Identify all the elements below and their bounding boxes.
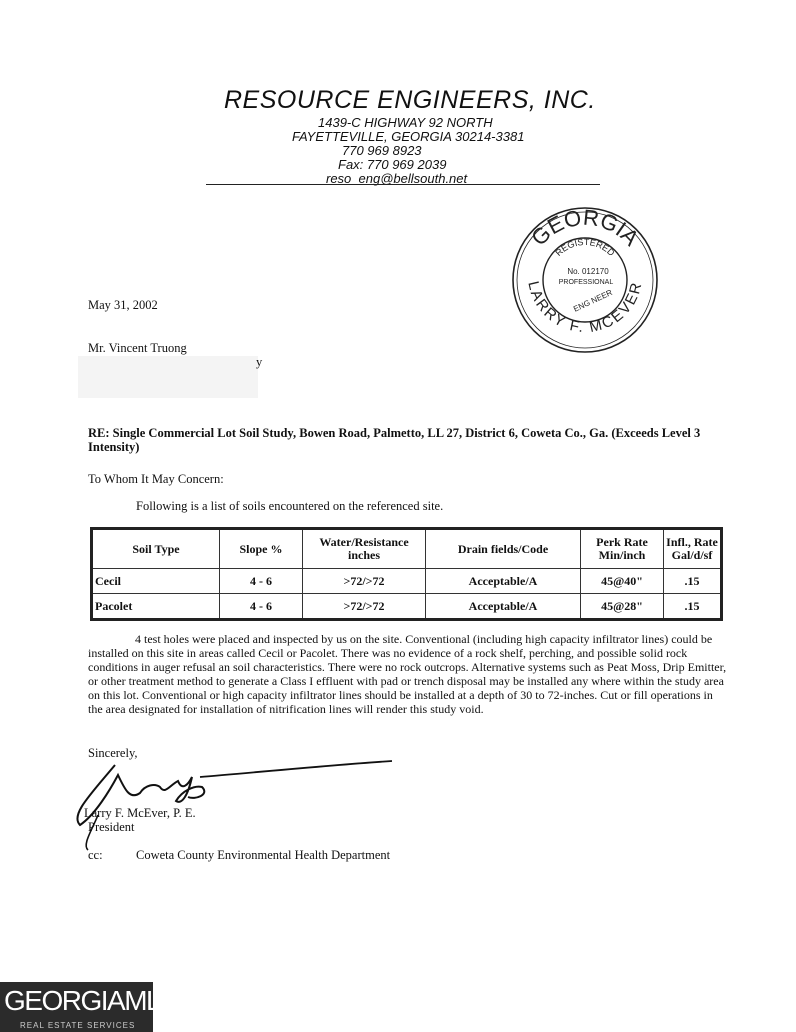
mls-tagline: REAL ESTATE SERVICES	[20, 1021, 136, 1030]
table-header-row	[92, 529, 722, 569]
svg-text:REGISTERED	[553, 237, 616, 258]
seal-name-text: LARRY F. MCEVER	[524, 279, 646, 337]
column-header: Perk Rate Min/inch	[581, 529, 664, 569]
table-row	[92, 569, 722, 594]
soil-table	[90, 527, 723, 621]
company-name: RESOURCE ENGINEERS, INC.	[224, 86, 596, 114]
closing: Sincerely,	[88, 746, 138, 760]
seal-registered-text: REGISTERED	[553, 236, 617, 258]
seal-number: No. 012170	[567, 267, 609, 276]
findings-paragraph: 4 test holes were placed and inspected by us on the site. Conventional (including high capacity infiltrator lines) could be installed on this site in areas called Cecil or Pacolet. There was no evidence of a rock shelf, perching, and possible solid rock conditions in auger refusal an soil characteristics. There were no rock outcrops. Alternative systems such as Peat Moss, Drip Emitter, or other treatment method to generate a Class I effluent with pad or trench disposal may be installed any where within the study area on this lot. Conventional or high capacity infiltrator lines should be installed at a depth of 30 to 72-inches. Cut or fill operations in the area designated for installation of nitrification lines will render this study void.	[88, 632, 727, 716]
recipient-fragment: y	[256, 355, 263, 369]
email-address: reso_eng@bellsouth.net	[326, 171, 468, 186]
column-header: Slope %	[220, 529, 303, 569]
letterhead-rule	[206, 184, 600, 185]
cc-label: cc:	[88, 848, 103, 862]
table-row	[92, 594, 722, 620]
table-cell: Acceptable/A	[426, 594, 581, 620]
signer-name: Larry F. McEver, P. E.	[84, 806, 196, 820]
engineer-seal	[510, 205, 660, 355]
mls-brand: GEORGIAMLS	[4, 985, 178, 1016]
address-line-2: FAYETTEVILLE, GEORGIA 30214-3381	[292, 129, 525, 144]
table-cell: .15	[664, 569, 722, 594]
table-cell: >72/>72	[303, 594, 426, 620]
table-cell: 4 - 6	[220, 569, 303, 594]
column-header: Infl., Rate Gal/d/sf	[664, 529, 722, 569]
phone-number: 770 969 8923	[342, 143, 422, 158]
address-line-1: 1439-C HIGHWAY 92 NORTH	[318, 115, 493, 130]
table-cell: 45@28"	[581, 594, 664, 620]
seal-professional-text: PROFESSIONAL	[558, 279, 614, 286]
intro-text: Following is a list of soils encountered on the referenced site.	[136, 499, 444, 513]
table-cell: Acceptable/A	[426, 569, 581, 594]
recipient-name: Mr. Vincent Truong	[88, 341, 187, 355]
seal-state-text: GEORGIA	[526, 205, 645, 251]
seal-engineer-text: ENG NEER	[572, 287, 614, 314]
column-header: Water/Resistance inches	[303, 529, 426, 569]
table-cell: 45@40"	[581, 569, 664, 594]
column-header: Drain fields/Code	[426, 529, 581, 569]
table-cell: 4 - 6	[220, 594, 303, 620]
redacted-address-block	[78, 356, 258, 398]
letter-date: May 31, 2002	[88, 298, 158, 312]
table-cell: Cecil	[92, 569, 220, 594]
table-cell: .15	[664, 594, 722, 620]
signature-image	[70, 755, 400, 855]
salutation: To Whom It May Concern:	[88, 472, 224, 486]
table-cell: Pacolet	[92, 594, 220, 620]
table-cell: >72/>72	[303, 569, 426, 594]
fax-number: Fax: 770 969 2039	[338, 157, 447, 172]
subject-line: RE: Single Commercial Lot Soil Study, Bowen Road, Palmetto, LL 27, District 6, Coweta Co., Ga. (Exceeds Level 3 Intensity)	[88, 426, 701, 454]
column-header: Soil Type	[92, 529, 220, 569]
cc-recipient: Coweta County Environmental Health Department	[136, 848, 391, 862]
signer-title: President	[88, 820, 135, 834]
